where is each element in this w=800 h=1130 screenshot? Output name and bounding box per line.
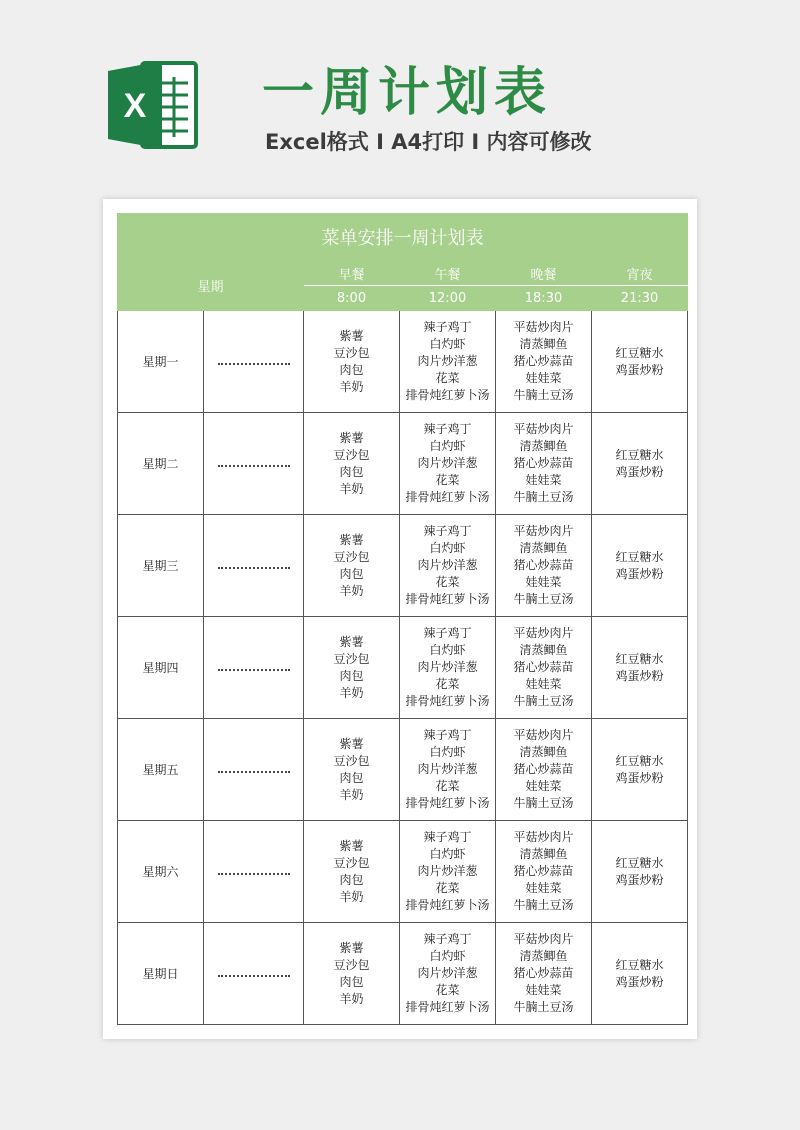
dish-item: 肉片炒洋葱 (417, 354, 478, 368)
dish-item: 豆沙包 (333, 447, 370, 462)
dish-item: 肉片炒洋葱 (417, 762, 478, 776)
dotted-fill-line (218, 669, 290, 671)
dish-item: 排骨炖红萝卜汤 (405, 388, 490, 402)
meal-cell-dinner (496, 821, 592, 923)
dish-item: 牛腩土豆汤 (513, 592, 574, 606)
meal-cell-breakfast (304, 413, 400, 515)
dish-item: 紫薯 (339, 634, 364, 649)
dish-item: 豆沙包 (333, 549, 370, 564)
weekday-cell: 星期五 (118, 719, 204, 821)
meal-header-lunch: 午餐 (400, 261, 496, 286)
page-subtitle: Excel格式 I A4打印 I 内容可修改 (265, 130, 592, 154)
dish-item: 猪心炒蒜苗 (513, 660, 574, 674)
dish-item: 红豆糖水 (615, 345, 664, 360)
note-cell[interactable] (204, 515, 304, 617)
dish-item: 清蒸鲫鱼 (519, 949, 568, 963)
dish-item: 红豆糖水 (615, 651, 664, 666)
dish-item: 平菇炒肉片 (513, 320, 574, 334)
dish-item: 平菇炒肉片 (513, 626, 574, 640)
dish-item: 清蒸鲫鱼 (519, 541, 568, 555)
note-cell[interactable] (204, 413, 304, 515)
meal-cell-lunch (400, 515, 496, 617)
table-row (118, 617, 688, 719)
dish-item: 娃娃菜 (525, 473, 562, 487)
meal-header-dinner: 晚餐 (496, 261, 592, 286)
dish-item: 清蒸鲫鱼 (519, 643, 568, 657)
meal-header-breakfast: 早餐 (304, 261, 400, 286)
dish-item: 豆沙包 (333, 753, 370, 768)
dish-item: 肉包 (339, 464, 364, 479)
table-row (118, 719, 688, 821)
dish-item: 肉包 (339, 872, 364, 887)
dish-item: 牛腩土豆汤 (513, 1000, 574, 1014)
dish-item: 娃娃菜 (525, 779, 562, 793)
note-cell[interactable] (204, 719, 304, 821)
meal-cell-dinner (496, 311, 592, 413)
dish-item: 鸡蛋炒粉 (615, 770, 664, 785)
dish-item: 肉片炒洋葱 (417, 558, 478, 572)
dish-item: 排骨炖红萝卜汤 (405, 490, 490, 504)
weekday-cell: 星期一 (118, 311, 204, 413)
dish-item: 红豆糖水 (615, 957, 664, 972)
meal-cell-breakfast (304, 617, 400, 719)
table-row (118, 515, 688, 617)
dish-item: 牛腩土豆汤 (513, 796, 574, 810)
dish-item: 猪心炒蒜苗 (513, 966, 574, 980)
meal-cell-dinner (496, 515, 592, 617)
dish-item: 羊奶 (339, 991, 364, 1006)
dish-item: 辣子鸡丁 (423, 320, 472, 334)
meal-header-night: 宵夜 (592, 261, 688, 286)
dish-item: 红豆糖水 (615, 549, 664, 564)
dish-item: 平菇炒肉片 (513, 830, 574, 844)
page-title: 一周计划表 (262, 63, 553, 123)
weekday-header: 星期 (118, 261, 304, 311)
dish-item: 肉片炒洋葱 (417, 660, 478, 674)
note-cell[interactable] (204, 821, 304, 923)
meal-cell-lunch (400, 923, 496, 1025)
weekday-cell: 星期六 (118, 821, 204, 923)
dotted-fill-line (218, 771, 290, 773)
meal-cell-night (592, 821, 688, 923)
dish-item: 娃娃菜 (525, 575, 562, 589)
dish-item: 猪心炒蒜苗 (513, 864, 574, 878)
dish-item: 紫薯 (339, 940, 364, 955)
meal-time-lunch: 12:00 (400, 286, 496, 311)
weekday-cell: 星期日 (118, 923, 204, 1025)
dish-item: 羊奶 (339, 787, 364, 802)
dish-item: 鸡蛋炒粉 (615, 668, 664, 683)
meal-cell-breakfast (304, 311, 400, 413)
dish-item: 平菇炒肉片 (513, 422, 574, 436)
table-row (118, 311, 688, 413)
dish-item: 紫薯 (339, 736, 364, 751)
note-cell[interactable] (204, 923, 304, 1025)
dish-item: 豆沙包 (333, 855, 370, 870)
dotted-fill-line (218, 363, 290, 365)
meal-cell-night (592, 719, 688, 821)
meal-cell-night (592, 923, 688, 1025)
dish-item: 辣子鸡丁 (423, 524, 472, 538)
dish-item: 牛腩土豆汤 (513, 898, 574, 912)
document-sheet (103, 199, 697, 1039)
weekday-cell: 星期二 (118, 413, 204, 515)
dish-item: 红豆糖水 (615, 855, 664, 870)
dish-item: 红豆糖水 (615, 447, 664, 462)
dish-item: 清蒸鲫鱼 (519, 439, 568, 453)
weekday-cell: 星期四 (118, 617, 204, 719)
meal-cell-night (592, 515, 688, 617)
dish-item: 花菜 (435, 881, 460, 895)
dish-item: 肉包 (339, 770, 364, 785)
meal-cell-dinner (496, 413, 592, 515)
dish-item: 肉包 (339, 362, 364, 377)
dish-item: 辣子鸡丁 (423, 932, 472, 946)
dish-item: 排骨炖红萝卜汤 (405, 694, 490, 708)
excel-logo-icon (104, 57, 200, 153)
dish-item: 排骨炖红萝卜汤 (405, 1000, 490, 1014)
menu-plan-table (117, 213, 688, 1025)
dish-item: 牛腩土豆汤 (513, 694, 574, 708)
table-row (118, 821, 688, 923)
meal-time-dinner: 18:30 (496, 286, 592, 311)
dish-item: 花菜 (435, 779, 460, 793)
dish-item: 鸡蛋炒粉 (615, 362, 664, 377)
meal-cell-lunch (400, 413, 496, 515)
dish-item: 羊奶 (339, 889, 364, 904)
dish-item: 牛腩土豆汤 (513, 388, 574, 402)
dish-item: 花菜 (435, 677, 460, 691)
dish-item: 红豆糖水 (615, 753, 664, 768)
meal-time-breakfast: 8:00 (304, 286, 400, 311)
dish-item: 排骨炖红萝卜汤 (405, 592, 490, 606)
meal-cell-lunch (400, 311, 496, 413)
logo-letter: X (123, 87, 147, 125)
dish-item: 清蒸鲫鱼 (519, 847, 568, 861)
dish-item: 鸡蛋炒粉 (615, 872, 664, 887)
dish-item: 白灼虾 (429, 847, 466, 861)
dish-item: 豆沙包 (333, 651, 370, 666)
dish-item: 辣子鸡丁 (423, 728, 472, 742)
dish-item: 紫薯 (339, 430, 364, 445)
dotted-fill-line (218, 567, 290, 569)
dotted-fill-line (218, 975, 290, 977)
meal-cell-breakfast (304, 719, 400, 821)
meal-cell-night (592, 617, 688, 719)
dish-item: 肉包 (339, 974, 364, 989)
dish-item: 平菇炒肉片 (513, 932, 574, 946)
dish-item: 鸡蛋炒粉 (615, 464, 664, 479)
dish-item: 肉包 (339, 668, 364, 683)
dish-item: 鸡蛋炒粉 (615, 566, 664, 581)
dish-item: 肉包 (339, 566, 364, 581)
dish-item: 羊奶 (339, 583, 364, 598)
dish-item: 羊奶 (339, 685, 364, 700)
dish-item: 肉片炒洋葱 (417, 966, 478, 980)
dish-item: 猪心炒蒜苗 (513, 456, 574, 470)
dish-item: 肉片炒洋葱 (417, 864, 478, 878)
dish-item: 平菇炒肉片 (513, 728, 574, 742)
meal-cell-breakfast (304, 821, 400, 923)
dish-item: 紫薯 (339, 838, 364, 853)
dish-item: 花菜 (435, 575, 460, 589)
dish-item: 羊奶 (339, 379, 364, 394)
dish-item: 平菇炒肉片 (513, 524, 574, 538)
dish-item: 排骨炖红萝卜汤 (405, 796, 490, 810)
note-cell[interactable] (204, 617, 304, 719)
dish-item: 娃娃菜 (525, 677, 562, 691)
meal-cell-night (592, 311, 688, 413)
dish-item: 白灼虾 (429, 541, 466, 555)
dish-item: 猪心炒蒜苗 (513, 762, 574, 776)
meal-cell-dinner (496, 617, 592, 719)
dish-item: 紫薯 (339, 532, 364, 547)
meal-cell-lunch (400, 719, 496, 821)
table-title: 菜单安排一周计划表 (118, 214, 688, 261)
dish-item: 清蒸鲫鱼 (519, 337, 568, 351)
dotted-fill-line (218, 465, 290, 467)
meal-cell-dinner (496, 719, 592, 821)
dish-item: 白灼虾 (429, 439, 466, 453)
weekday-cell: 星期三 (118, 515, 204, 617)
dish-item: 白灼虾 (429, 337, 466, 351)
dish-item: 辣子鸡丁 (423, 422, 472, 436)
dish-item: 肉片炒洋葱 (417, 456, 478, 470)
dish-item: 花菜 (435, 983, 460, 997)
dish-item: 白灼虾 (429, 643, 466, 657)
dish-item: 辣子鸡丁 (423, 626, 472, 640)
dish-item: 排骨炖红萝卜汤 (405, 898, 490, 912)
dotted-fill-line (218, 873, 290, 875)
meal-cell-dinner (496, 923, 592, 1025)
table-row (118, 413, 688, 515)
meal-cell-breakfast (304, 515, 400, 617)
dish-item: 紫薯 (339, 328, 364, 343)
dish-item: 羊奶 (339, 481, 364, 496)
meal-cell-lunch (400, 617, 496, 719)
table-row (118, 923, 688, 1025)
dish-item: 白灼虾 (429, 745, 466, 759)
dish-item: 豆沙包 (333, 345, 370, 360)
dish-item: 豆沙包 (333, 957, 370, 972)
dish-item: 鸡蛋炒粉 (615, 974, 664, 989)
dish-item: 花菜 (435, 473, 460, 487)
dish-item: 娃娃菜 (525, 983, 562, 997)
dish-item: 娃娃菜 (525, 881, 562, 895)
dish-item: 猪心炒蒜苗 (513, 354, 574, 368)
dish-item: 娃娃菜 (525, 371, 562, 385)
meal-cell-night (592, 413, 688, 515)
meal-cell-lunch (400, 821, 496, 923)
dish-item: 花菜 (435, 371, 460, 385)
dish-item: 辣子鸡丁 (423, 830, 472, 844)
dish-item: 猪心炒蒜苗 (513, 558, 574, 572)
meal-cell-breakfast (304, 923, 400, 1025)
meal-time-night: 21:30 (592, 286, 688, 311)
dish-item: 牛腩土豆汤 (513, 490, 574, 504)
dish-item: 白灼虾 (429, 949, 466, 963)
dish-item: 清蒸鲫鱼 (519, 745, 568, 759)
note-cell[interactable] (204, 311, 304, 413)
